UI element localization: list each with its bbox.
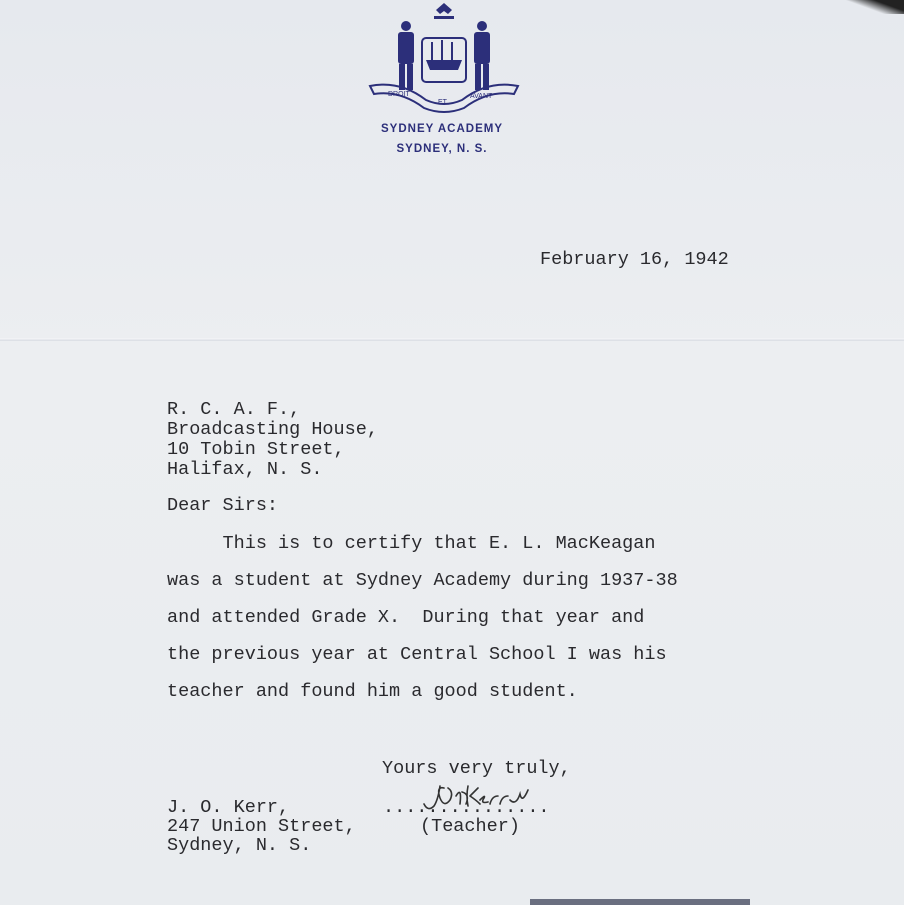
body-line: This is to certify that E. L. MacKeagan <box>167 533 656 554</box>
sender-line: 247 Union Street, <box>167 816 356 837</box>
body-line: was a student at Sydney Academy during 1937-38 <box>167 570 678 591</box>
scan-edge <box>844 0 904 14</box>
handwritten-signature <box>418 782 548 812</box>
body-line: the previous year at Central School I was his <box>167 644 667 665</box>
letterhead-school-name: SYDNEY ACADEMY <box>381 123 503 135</box>
recipient-line: 10 Tobin Street, <box>167 439 345 460</box>
motto-word: DROIT <box>388 91 410 98</box>
signature-dotted-line: ............... <box>383 797 550 818</box>
motto-word: AVANT <box>470 93 493 100</box>
recipient-line: R. C. A. F., <box>167 399 301 420</box>
attached-paper-edge <box>530 899 750 905</box>
closing: Yours very truly, <box>382 758 571 779</box>
motto-word: ET <box>438 99 447 106</box>
sender-line: J. O. Kerr, <box>167 797 290 818</box>
body-line: and attended Grade X. During that year and <box>167 607 645 628</box>
school-crest-logo <box>366 2 522 114</box>
recipient-line: Broadcasting House, <box>167 419 378 440</box>
recipient-line: Halifax, N. S. <box>167 459 323 480</box>
salutation: Dear Sirs: <box>167 495 279 516</box>
signer-title: (Teacher) <box>420 816 520 837</box>
paper-fold <box>0 338 904 341</box>
body-line: teacher and found him a good student. <box>167 681 578 702</box>
sender-line: Sydney, N. S. <box>167 835 312 856</box>
letterhead-location: SYDNEY, N. S. <box>396 143 488 155</box>
letter-date: February 16, 1942 <box>540 249 729 270</box>
